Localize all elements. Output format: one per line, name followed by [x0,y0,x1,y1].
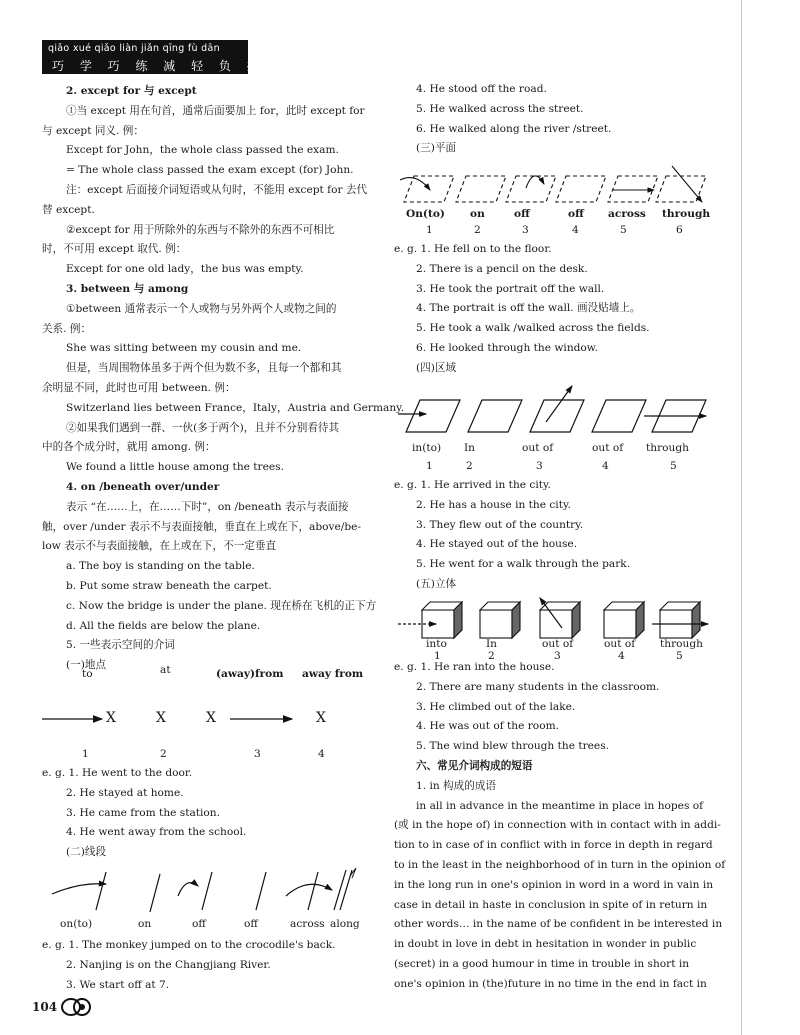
plane-number: 4 [572,224,579,236]
text-line: Except for one old lady，the bus was empty. [66,263,304,276]
text-line: 6. He looked through the window. [416,341,598,354]
page-edge-line [741,0,742,1035]
text-line: e. g. 1. He arrived in the city. [394,479,551,491]
text-line: 中的各个成分时，就用 among. 例： [42,441,216,454]
solid-number: 1 [434,650,441,662]
text-line: 2. Nanjing is on the Changjiang River. [66,958,271,971]
line-label: on [138,918,152,930]
text-line: ②except for 用于所除外的东西与不除外的东西不可相比 [66,223,335,236]
text-line: 2. There is a pencil on the desk. [416,262,588,275]
text-line: 5. The wind blew through the trees. [416,740,609,753]
area-number: 5 [670,460,677,472]
text-line: 但是，当周围物体虽多于两个但为数不多，且每一个都和其 [66,362,342,375]
text-line: 3. between 与 among [66,282,189,295]
text-line: in all in advance in the meantime in place in hopes of [416,799,704,812]
text-line: 5. He walked across the street. [416,102,584,115]
area-examples [394,476,724,595]
solid-number: 4 [618,650,625,662]
text-line: (三)平面 [416,142,457,155]
area-label: In [464,442,476,454]
plane-number: 5 [620,224,627,236]
text-line: 3. We start off at 7. [66,978,170,991]
place-label: (away)from [216,668,284,680]
text-line: 1. in 构成的成语 [416,779,497,792]
right-column-top [394,80,724,159]
text-line: 4. The portrait is off the wall. 画没贴墙上。 [416,302,641,315]
text-line: 5. He went for a walk through the park. [416,558,631,571]
text-line: 2. There are many students in the classroom. [416,680,660,693]
solid-label: out of [542,638,574,650]
line-label: along [330,918,360,930]
text-line: (或 in the hope of) in connection with in contact with in addi- [394,819,721,832]
solid-diagram [396,596,716,640]
plane-label: off [514,208,530,220]
text-line: 3. They flew out of the country. [416,518,584,531]
text-line: 注：except 后面接介词短语或从句时，不能用 except for 去代 [66,183,368,196]
place-label: at [160,664,171,676]
area-number: 2 [466,460,473,472]
place-mark: X [156,710,166,726]
text-line: 触，over /under 表示不与表面接触，垂直在上或在下，above/be- [42,520,361,533]
line-label: off [192,918,206,930]
solid-examples [394,658,734,995]
text-line: We found a little house among the trees. [66,461,284,474]
area-label: out of [592,442,624,454]
text-line: in the long run in one's opinion in word in a word in vain in [394,878,714,891]
text-line: 3. He came from the station. [66,806,220,819]
place-number: 2 [160,748,167,760]
line-label: on(to) [60,918,93,930]
text-line: 4. He stayed out of the house. [416,538,578,551]
solid-number: 3 [554,650,561,662]
text-line: 关系. 例： [42,322,92,335]
place-label: to [82,668,93,680]
plane-label: across [608,208,646,220]
plane-label: on [470,208,485,220]
text-line: 5. He took a walk /walked across the fields. [416,322,650,335]
text-line: (二)线段 [66,846,107,859]
place-mark: X [206,710,216,726]
place-number: 3 [254,748,261,760]
line-examples [42,936,374,995]
place-number: 4 [318,748,325,760]
solid-number: 2 [488,650,495,662]
header-title: 巧 学 巧 练 减 轻 负 担 [52,59,265,73]
text-line: She was sitting between my cousin and me. [66,342,302,355]
text-line: (secret) in a good humour in time in trouble in short in [394,957,690,970]
plane-number: 2 [474,224,481,236]
solid-label: into [426,638,447,650]
header-banner [42,40,265,74]
text-line: 六、常见介词构成的短语 [416,759,533,772]
text-line: case in detail in haste in conclusion in spite of in return in [394,898,708,911]
text-line: Except for John，the whole class passed the exam. [66,144,339,157]
text-line: 表示 “在……上，在……下时”，on /beneath 表示与表面接 [66,500,349,513]
text-line: 余明显不同，此时也可用 between. 例： [42,381,236,394]
text-line: = The whole class passed the exam except (for) John. [66,164,354,177]
area-diagram [396,382,716,438]
plane-diagram [396,162,716,208]
text-line: tion to in case of in conflict with in force in depth in regard [394,839,713,852]
place-mark: X [316,710,326,726]
plane-number: 6 [676,224,683,236]
place-number: 1 [82,748,89,760]
text-line: 与 except 同义. 例： [42,124,144,137]
plane-number: 1 [426,224,433,236]
solid-label: out of [604,638,636,650]
area-number: 1 [426,460,433,472]
place-examples [42,764,374,863]
text-line: 4. He was out of the room. [416,720,559,733]
area-label: in(to) [412,442,442,454]
area-number: 3 [536,460,543,472]
text-line: in doubt in love in debt in hesitation in wonder in public [394,938,697,951]
text-line: 2. except for 与 except [66,85,197,97]
text-line: Switzerland lies between France，Italy，Austria and Germany. [66,401,405,414]
text-line: 时，不可用 except 取代. 例： [42,243,187,256]
plane-examples [394,240,724,379]
text-line: 替 except. [42,203,95,216]
text-line: (五)立体 [416,577,457,590]
text-line: e. g. 1. He fell on to the floor. [394,243,552,255]
text-line: e. g. 1. He ran into the house. [394,661,555,673]
text-line: d. All the fields are below the plane. [66,619,261,632]
plane-label: off [568,208,584,220]
text-line: other words… in the name of be confident in be interested in [394,918,723,931]
solid-label: through [660,638,703,650]
line-diagram [40,866,380,916]
text-line: 3. He climbed out of the lake. [416,700,576,713]
text-line: b. Put some straw beneath the carpet. [66,579,272,592]
text-line: c. Now the bridge is under the plane. 现在桥在飞机的正下方 [66,599,377,612]
text-line: (四)区域 [416,361,457,374]
solid-label: In [486,638,498,650]
text-line: 3. He took the portrait off the wall. [416,282,605,295]
text-line: one's opinion in (the)future in no time in the end in fact in [394,977,707,990]
solid-number: 5 [676,650,683,662]
text-line: 4. He went away from the school. [66,826,247,839]
text-line: 4. on /beneath over/under [66,480,220,493]
text-line: 2. He has a house in the city. [416,498,571,511]
page-number: 104 [32,1000,58,1014]
text-line: a. The boy is standing on the table. [66,560,255,573]
text-line: ①当 except 用在句首，通常后面要加上 for，此时 except for [66,104,365,117]
area-number: 4 [602,460,609,472]
text-line: ②如果我们遇到一群、一伙(多于两个)，且并不分别看待其 [66,421,340,434]
text-line: low 表示不与表面接触，在上或在下，不一定垂直 [42,540,277,553]
book-logo-icon [60,995,92,1017]
text-line: (一)地点 [66,659,107,672]
plane-label: On(to) [406,208,445,220]
text-line: e. g. 1. The monkey jumped on to the crocodile's back. [42,939,336,951]
header-pinyin: qiǎo xué qiǎo liàn jiǎn qīng fù dān [48,43,220,54]
line-label: off [244,918,258,930]
area-label: out of [522,442,554,454]
text-line: 5. 一些表示空间的介词 [66,639,175,652]
plane-number: 3 [522,224,529,236]
area-label: through [646,442,689,454]
line-label: across [290,918,325,930]
left-column [42,82,405,676]
place-mark: X [106,710,116,726]
text-line: 4. He stood off the road. [416,83,547,95]
plane-label: through [662,208,711,220]
text-line: 2. He stayed at home. [66,786,184,799]
text-line: e. g. 1. He went to the door. [42,767,193,779]
text-line: 6. He walked along the river /street. [416,122,612,135]
text-line: to in the least in the neighborhood of in turn in the opinion of [394,858,726,871]
text-line: ①between 通常表示一个人或物与另外两个人或物之间的 [66,302,337,315]
place-label: away from [302,668,364,680]
